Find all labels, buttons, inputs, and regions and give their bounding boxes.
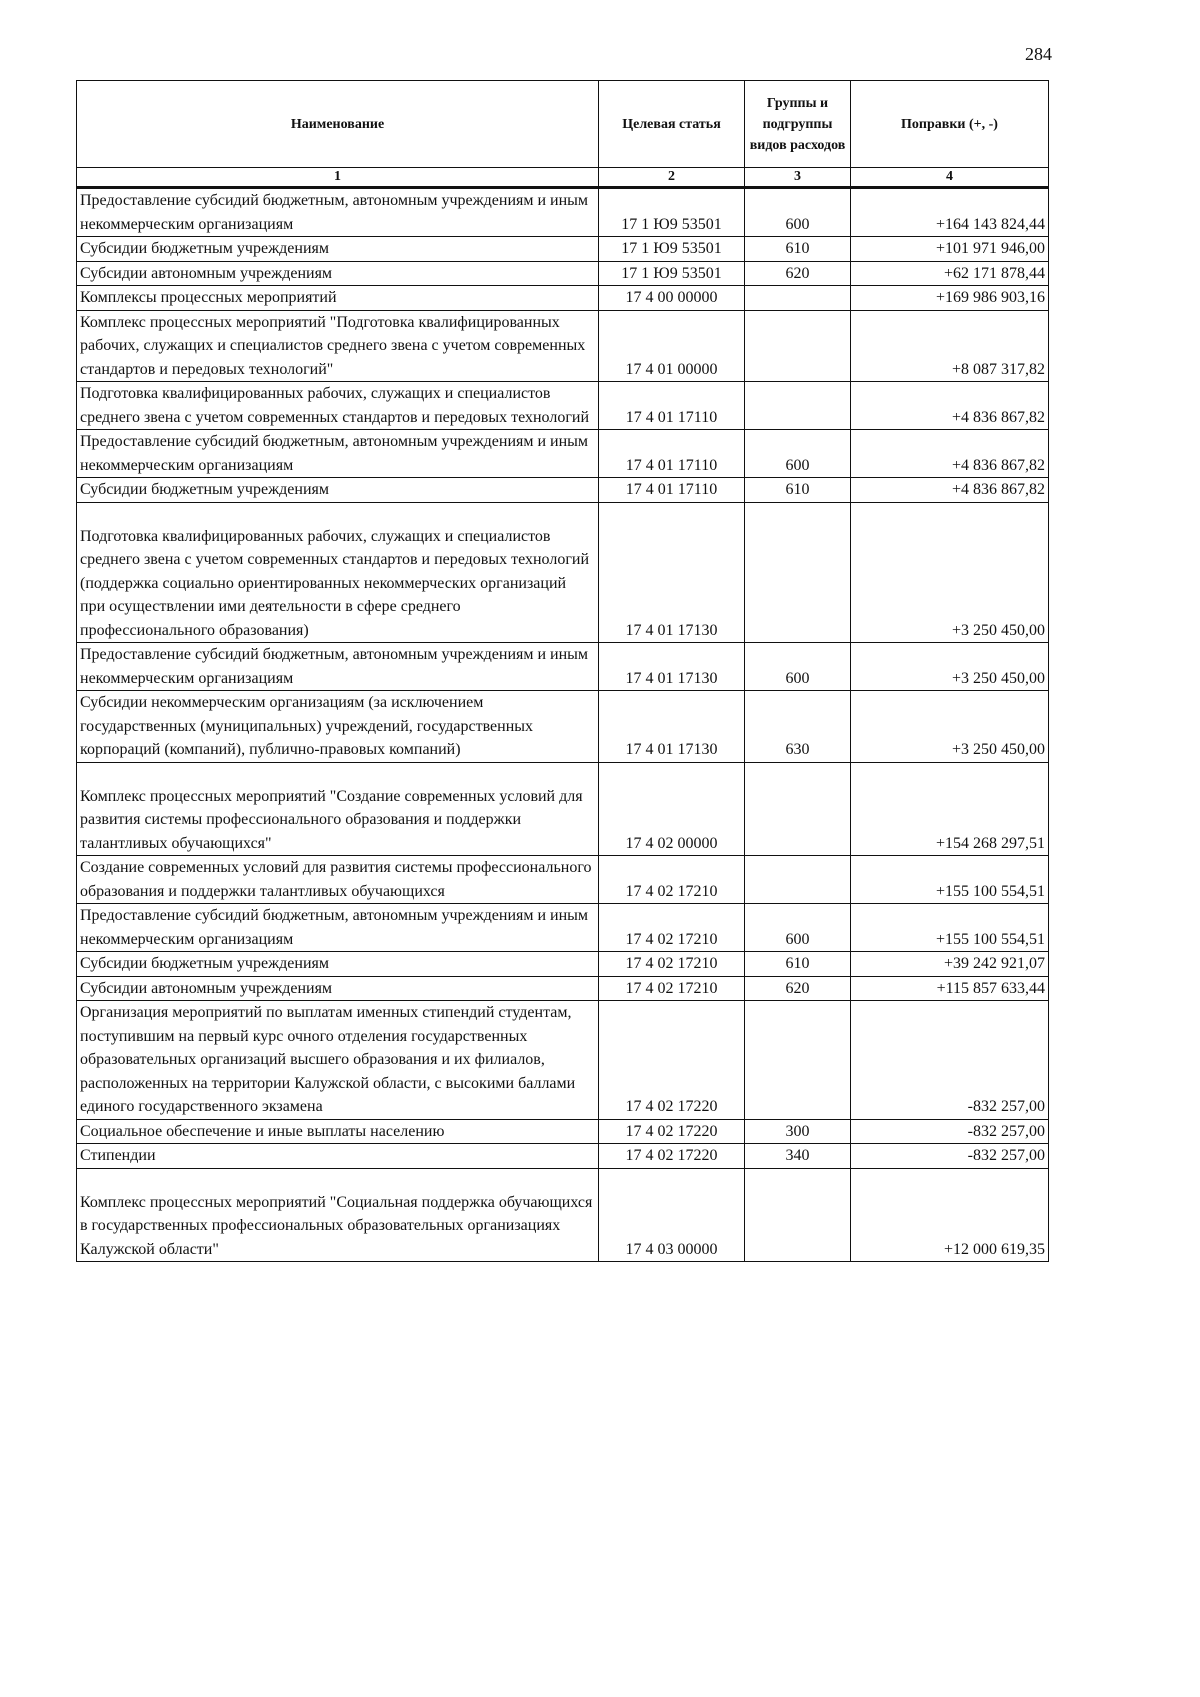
- row-expense-group: 610: [745, 952, 851, 977]
- row-expense-group: 300: [745, 1119, 851, 1144]
- row-target-code: 17 4 01 17130: [599, 691, 745, 763]
- column-number-row: [77, 168, 1049, 188]
- row-amendment-amount: +155 100 554,51: [851, 904, 1049, 952]
- table-header: [77, 81, 1049, 188]
- row-amendment-amount: +164 143 824,44: [851, 188, 1049, 237]
- row-amendment-amount: -832 257,00: [851, 1001, 1049, 1120]
- column-number: 1: [77, 168, 599, 188]
- table-row: [77, 1168, 1049, 1262]
- row-target-code: 17 4 01 00000: [599, 310, 745, 382]
- row-target-code: 17 4 01 17110: [599, 478, 745, 503]
- row-expense-group: 610: [745, 478, 851, 503]
- table-row: [77, 261, 1049, 286]
- table-row: [77, 286, 1049, 311]
- row-amendment-amount: +4 836 867,82: [851, 382, 1049, 430]
- table-row: [77, 1119, 1049, 1144]
- row-target-code: 17 4 02 17210: [599, 952, 745, 977]
- row-name: Предоставление субсидий бюджетным, автономным учреждениям и иным некоммерческим организациям: [77, 430, 599, 478]
- table-row: [77, 691, 1049, 763]
- table-row: [77, 1144, 1049, 1169]
- row-target-code: 17 4 01 17130: [599, 502, 745, 643]
- header-row: [77, 81, 1049, 168]
- table-row: [77, 382, 1049, 430]
- table-row: [77, 976, 1049, 1001]
- table-row: [77, 762, 1049, 856]
- row-expense-group: [745, 502, 851, 643]
- row-target-code: 17 4 03 00000: [599, 1168, 745, 1262]
- table-row: [77, 502, 1049, 643]
- row-name: Предоставление субсидий бюджетным, автономным учреждениям и иным некоммерческим организациям: [77, 904, 599, 952]
- row-amendment-amount: +4 836 867,82: [851, 430, 1049, 478]
- row-expense-group: 600: [745, 904, 851, 952]
- row-target-code: 17 4 02 17220: [599, 1119, 745, 1144]
- row-expense-group: 600: [745, 188, 851, 237]
- table-row: [77, 1001, 1049, 1120]
- row-amendment-amount: -832 257,00: [851, 1119, 1049, 1144]
- row-expense-group: 600: [745, 643, 851, 691]
- row-name: Организация мероприятий по выплатам именных стипендий студентам, поступившим на первый курс очного отделения государственных образовательных организаций высшего образования и их филиалов, расположенных на территории Калужской области, с высокими баллами единого государственного экзамена: [77, 1001, 599, 1120]
- row-amendment-amount: +154 268 297,51: [851, 762, 1049, 856]
- row-amendment-amount: +155 100 554,51: [851, 856, 1049, 904]
- table-row: [77, 310, 1049, 382]
- row-amendment-amount: +3 250 450,00: [851, 691, 1049, 763]
- row-name: Комплекс процессных мероприятий "Социальная поддержка обучающихся в государственных профессиональных образовательных организациях Калужской области": [77, 1168, 599, 1262]
- row-amendment-amount: +169 986 903,16: [851, 286, 1049, 311]
- table-row: [77, 952, 1049, 977]
- column-number: 2: [599, 168, 745, 188]
- row-name: Субсидии бюджетным учреждениям: [77, 952, 599, 977]
- header-groups: Группы и подгруппы видов расходов: [745, 81, 851, 168]
- table-row: [77, 856, 1049, 904]
- row-expense-group: 620: [745, 976, 851, 1001]
- row-expense-group: [745, 1168, 851, 1262]
- header-name: Наименование: [77, 81, 599, 168]
- row-target-code: 17 4 02 17210: [599, 976, 745, 1001]
- row-name: Комплексы процессных мероприятий: [77, 286, 599, 311]
- row-expense-group: 610: [745, 237, 851, 262]
- row-target-code: 17 1 Ю9 53501: [599, 188, 745, 237]
- row-amendment-amount: +39 242 921,07: [851, 952, 1049, 977]
- row-amendment-amount: -832 257,00: [851, 1144, 1049, 1169]
- row-amendment-amount: +8 087 317,82: [851, 310, 1049, 382]
- row-name: Субсидии бюджетным учреждениям: [77, 237, 599, 262]
- row-amendment-amount: +4 836 867,82: [851, 478, 1049, 503]
- row-name: Социальное обеспечение и иные выплаты населению: [77, 1119, 599, 1144]
- row-name: Комплекс процессных мероприятий "Подготовка квалифицированных рабочих, служащих и специалистов среднего звена с учетом современных стандартов и передовых технологий": [77, 310, 599, 382]
- row-target-code: 17 4 02 00000: [599, 762, 745, 856]
- row-target-code: 17 4 02 17210: [599, 856, 745, 904]
- row-expense-group: [745, 286, 851, 311]
- row-target-code: 17 4 01 17130: [599, 643, 745, 691]
- row-target-code: 17 4 02 17210: [599, 904, 745, 952]
- budget-table: [76, 80, 1049, 1262]
- row-name: Субсидии автономным учреждениям: [77, 976, 599, 1001]
- row-name: Стипендии: [77, 1144, 599, 1169]
- row-expense-group: [745, 382, 851, 430]
- row-expense-group: [745, 1001, 851, 1120]
- table-row: [77, 237, 1049, 262]
- column-number: 4: [851, 168, 1049, 188]
- row-amendment-amount: +101 971 946,00: [851, 237, 1049, 262]
- row-amendment-amount: +3 250 450,00: [851, 502, 1049, 643]
- row-expense-group: [745, 762, 851, 856]
- row-amendment-amount: +12 000 619,35: [851, 1168, 1049, 1262]
- row-name: Предоставление субсидий бюджетным, автономным учреждениям и иным некоммерческим организациям: [77, 188, 599, 237]
- row-target-code: 17 4 02 17220: [599, 1144, 745, 1169]
- table-row: [77, 188, 1049, 237]
- row-target-code: 17 4 01 17110: [599, 382, 745, 430]
- page-number: 284: [1025, 44, 1052, 64]
- row-name: Субсидии некоммерческим организациям (за исключением государственных (муниципальных) учреждений, государственных корпораций (компаний), публично-правовых компаний): [77, 691, 599, 763]
- table-row: [77, 478, 1049, 503]
- row-amendment-amount: +115 857 633,44: [851, 976, 1049, 1001]
- row-name: Комплекс процессных мероприятий "Создание современных условий для развития системы профессионального образования и поддержки талантливых обучающихся": [77, 762, 599, 856]
- row-target-code: 17 1 Ю9 53501: [599, 237, 745, 262]
- row-name: Предоставление субсидий бюджетным, автономным учреждениям и иным некоммерческим организациям: [77, 643, 599, 691]
- row-name: Подготовка квалифицированных рабочих, служащих и специалистов среднего звена с учетом современных стандартов и передовых технологий (поддержка социально ориентированных некоммерческих организаций при осуществлении ими деятельности в сфере среднего профессионального образования): [77, 502, 599, 643]
- table-row: [77, 904, 1049, 952]
- row-target-code: 17 4 02 17220: [599, 1001, 745, 1120]
- row-expense-group: 340: [745, 1144, 851, 1169]
- row-expense-group: [745, 856, 851, 904]
- row-name: Создание современных условий для развития системы профессионального образования и поддержки талантливых обучающихся: [77, 856, 599, 904]
- header-amendments: Поправки (+, -): [851, 81, 1049, 168]
- row-target-code: 17 1 Ю9 53501: [599, 261, 745, 286]
- header-target: Целевая статья: [599, 81, 745, 168]
- row-expense-group: 630: [745, 691, 851, 763]
- row-target-code: 17 4 00 00000: [599, 286, 745, 311]
- row-expense-group: 600: [745, 430, 851, 478]
- row-amendment-amount: +62 171 878,44: [851, 261, 1049, 286]
- row-expense-group: [745, 310, 851, 382]
- row-amendment-amount: +3 250 450,00: [851, 643, 1049, 691]
- row-name: Подготовка квалифицированных рабочих, служащих и специалистов среднего звена с учетом современных стандартов и передовых технологий: [77, 382, 599, 430]
- table-body: [77, 188, 1049, 1262]
- row-expense-group: 620: [745, 261, 851, 286]
- column-number: 3: [745, 168, 851, 188]
- row-name: Субсидии автономным учреждениям: [77, 261, 599, 286]
- row-target-code: 17 4 01 17110: [599, 430, 745, 478]
- table-row: [77, 430, 1049, 478]
- row-name: Субсидии бюджетным учреждениям: [77, 478, 599, 503]
- table-row: [77, 643, 1049, 691]
